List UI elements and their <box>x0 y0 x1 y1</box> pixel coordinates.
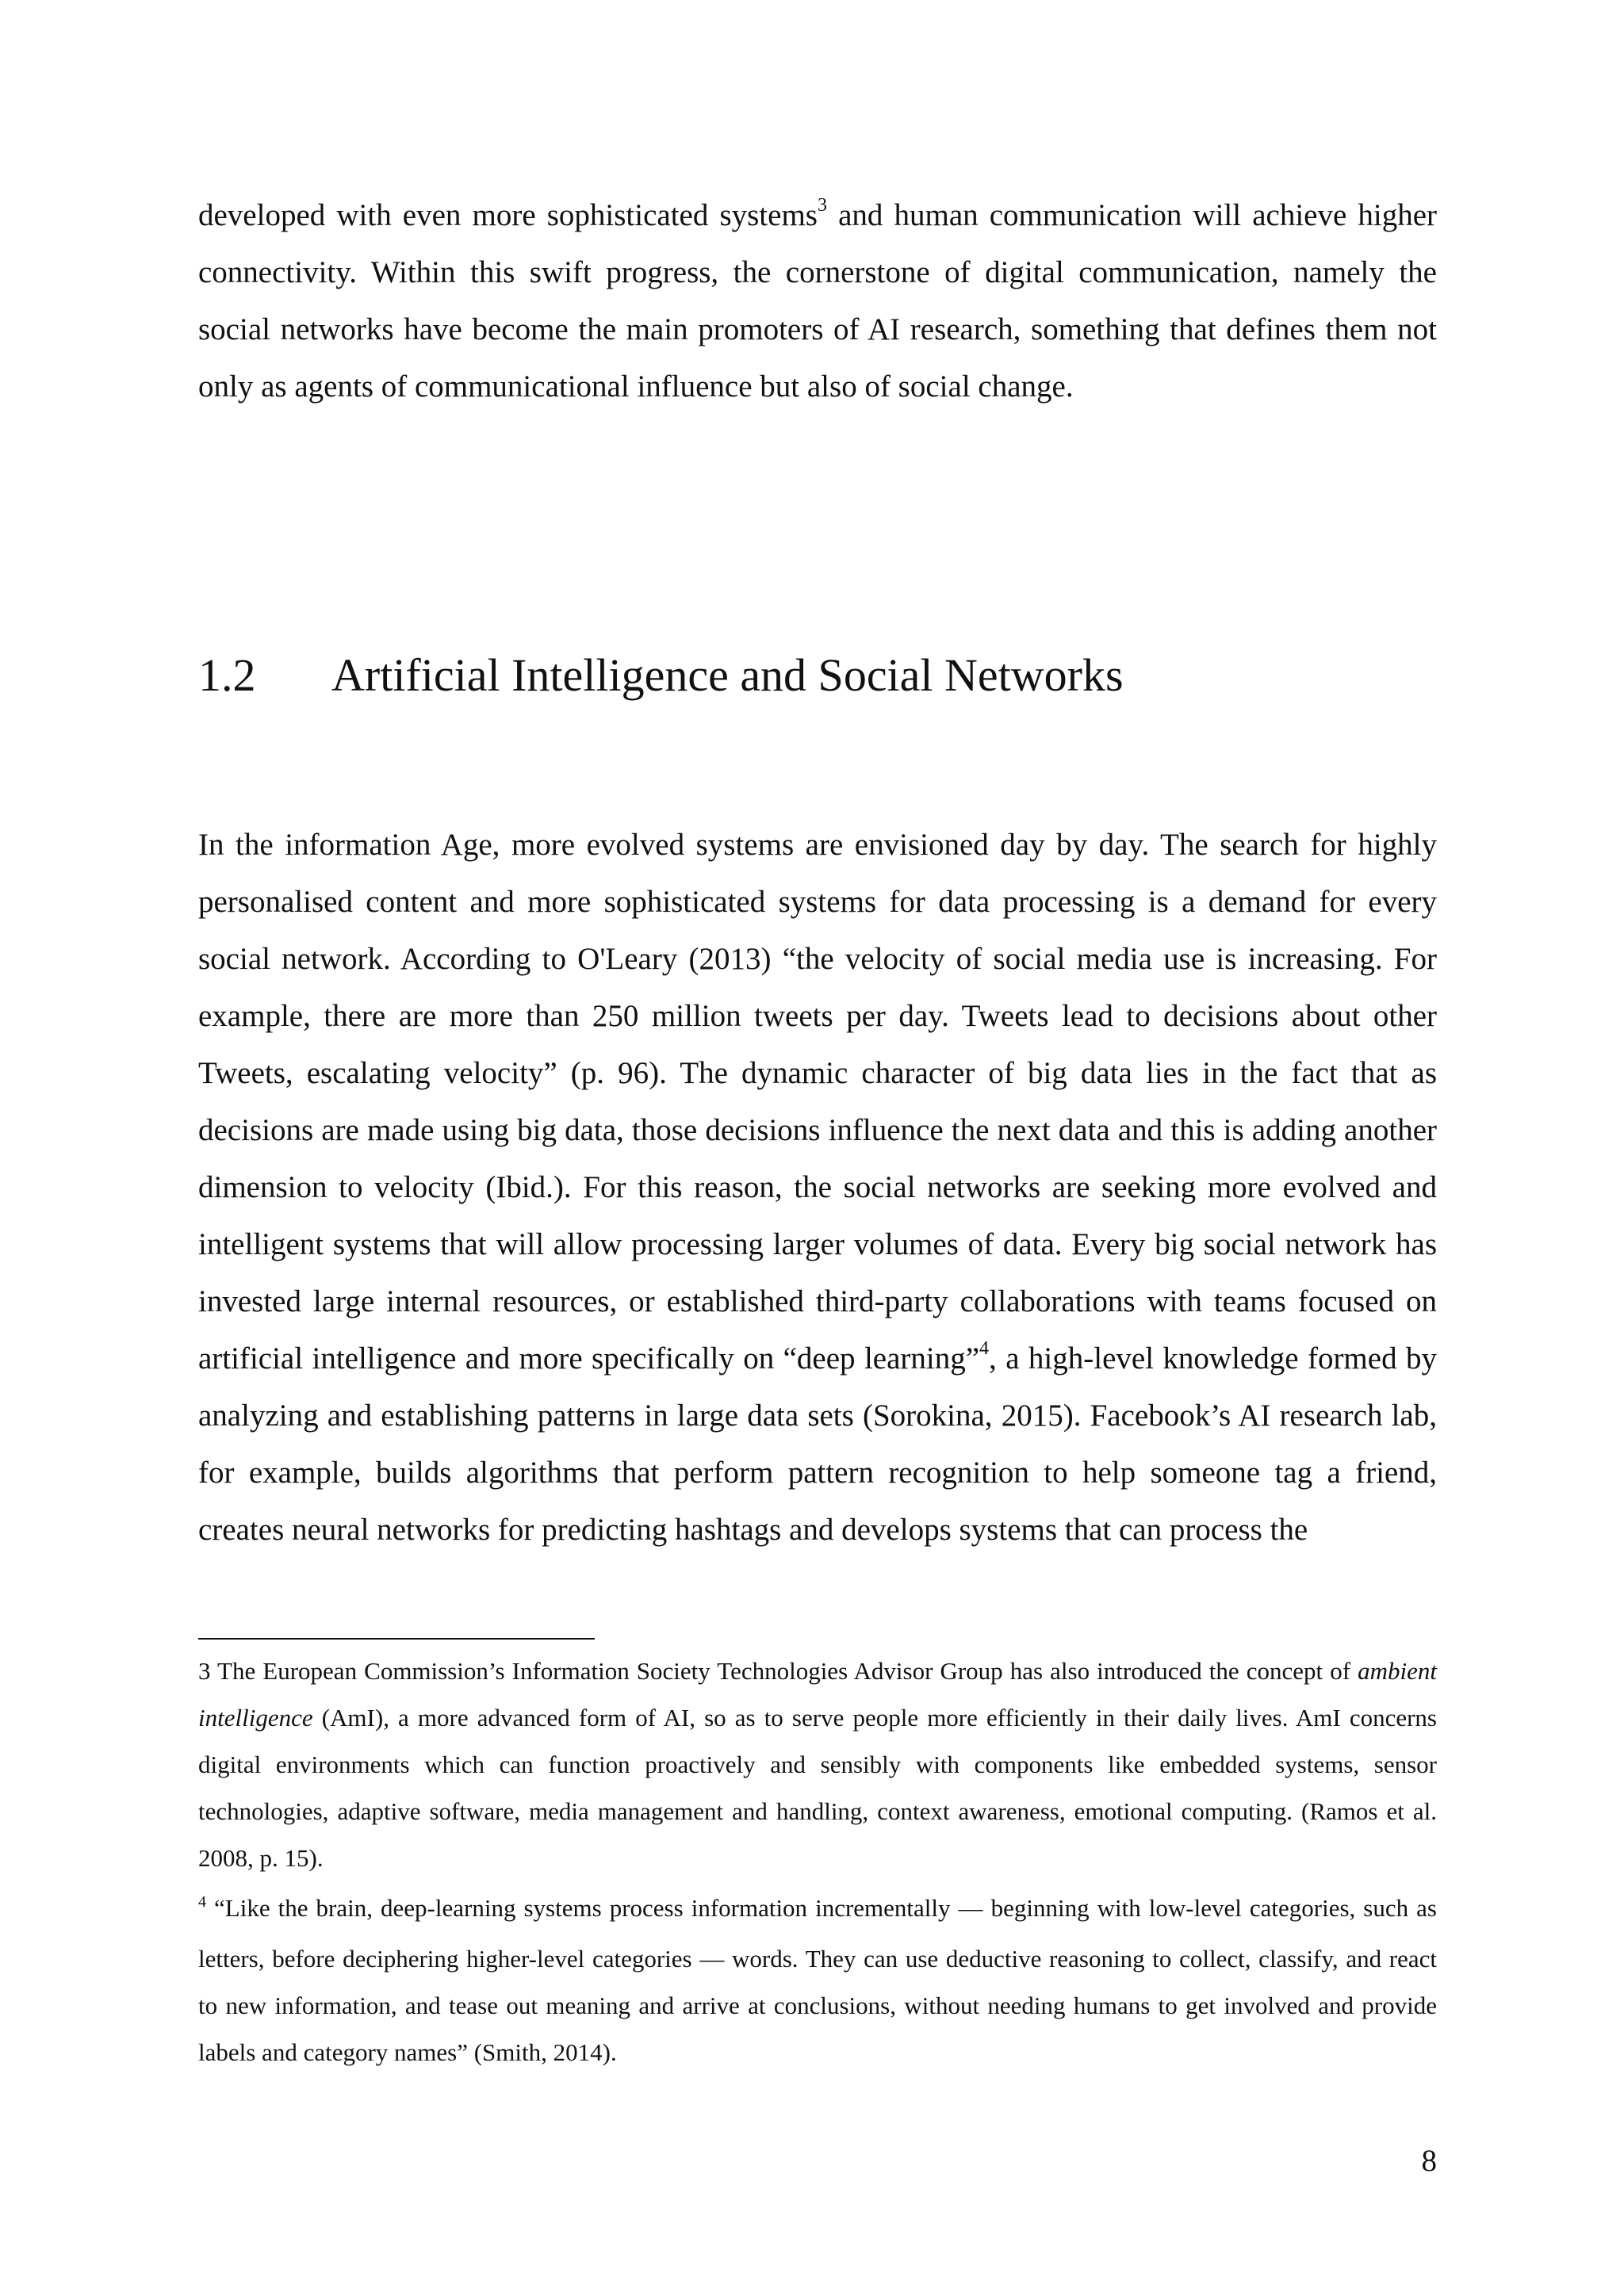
section-heading <box>198 644 1437 707</box>
paragraph-1-text-a: developed with even more sophisticated systems <box>198 198 818 232</box>
footnote-ref-3: 3 <box>817 195 827 216</box>
footnote-ref-4: 4 <box>979 1338 990 1359</box>
footnote-separator <box>198 1638 595 1640</box>
section-number: 1.2 <box>198 649 256 701</box>
footnote-3-text-a: The European Commission’s Information Society Technologies Advisor Group has also introduced the concept of <box>210 1657 1358 1685</box>
footnotes <box>198 1647 1437 2076</box>
footnote-4-text: “Like the brain, deep-learning systems process information incrementally — beginning with low-level categories, such as letters, before deciphering higher-level categories — words. They can use deductive reasoning to collect, classify, and react to new information, and tease out meaning and arrive at conclusions, without needing humans to get involved and provide labels and category names” (Smith, 2014). <box>198 1894 1437 2066</box>
footnote-3-text-b: (AmI), a more advanced form of AI, so as to serve people more efficiently in their daily lives. AmI concerns digital environments which can function proactively and sensibly with components like embedded systems, sensor technologies, adaptive software, media management and handling, context awareness, emotional computing. (Ramos et al. 2008, p. 15). <box>198 1704 1437 1872</box>
footnote-3-marker: 3 <box>198 1657 211 1685</box>
footnote-4-marker: 4 <box>198 1893 206 1911</box>
footnote-3 <box>198 1647 1437 1881</box>
paragraph-2-text-a: In the information Age, more evolved systems are envisioned day by day. The search for highly personalised content and more sophisticated systems for data processing is a demand for every social network. According to O'Leary (2013) “the velocity of social media use is increasing. For example, there are more than 250 million tweets per day. Tweets lead to decisions about other Tweets, escalating velocity” (p. 96). The dynamic character of big data lies in the fact that as decisions are made using big data, those decisions influence the next data and this is adding another dimension to velocity (Ibid.). For this reason, the social networks are seeking more evolved and intelligent systems that will allow processing larger volumes of data. Every big social network has invested large internal resources, or established third-party collaborations with teams focused on artificial intelligence and more specifically on “deep learning” <box>198 828 1437 1376</box>
paragraph-section-body <box>198 817 1437 1559</box>
paragraph-2-text-b: , a high-level knowledge formed by analyzing and establishing patterns in large data sets (Sorokina, 2015). Facebook’s AI research lab, for example, builds algorithms that perform pattern recognition to help someone tag a friend, creates neural networks for predicting hashtags and develops systems that can process the <box>198 1341 1437 1547</box>
paragraph-1-text-b: and human communication will achieve higher connectivity. Within this swift progress, the cornerstone of digital communication, namely the social networks have become the main promoters of AI research, something that defines them not only as agents of communicational influence but also of social change. <box>198 198 1437 404</box>
footnote-4 <box>198 1885 1437 2076</box>
section-title: Artificial Intelligence and Social Networks <box>331 649 1124 701</box>
footnote-3-emphasis: ambient intelligence <box>198 1657 1437 1732</box>
paragraph-continued <box>198 187 1437 415</box>
page-number: 8 <box>1421 2144 1437 2178</box>
